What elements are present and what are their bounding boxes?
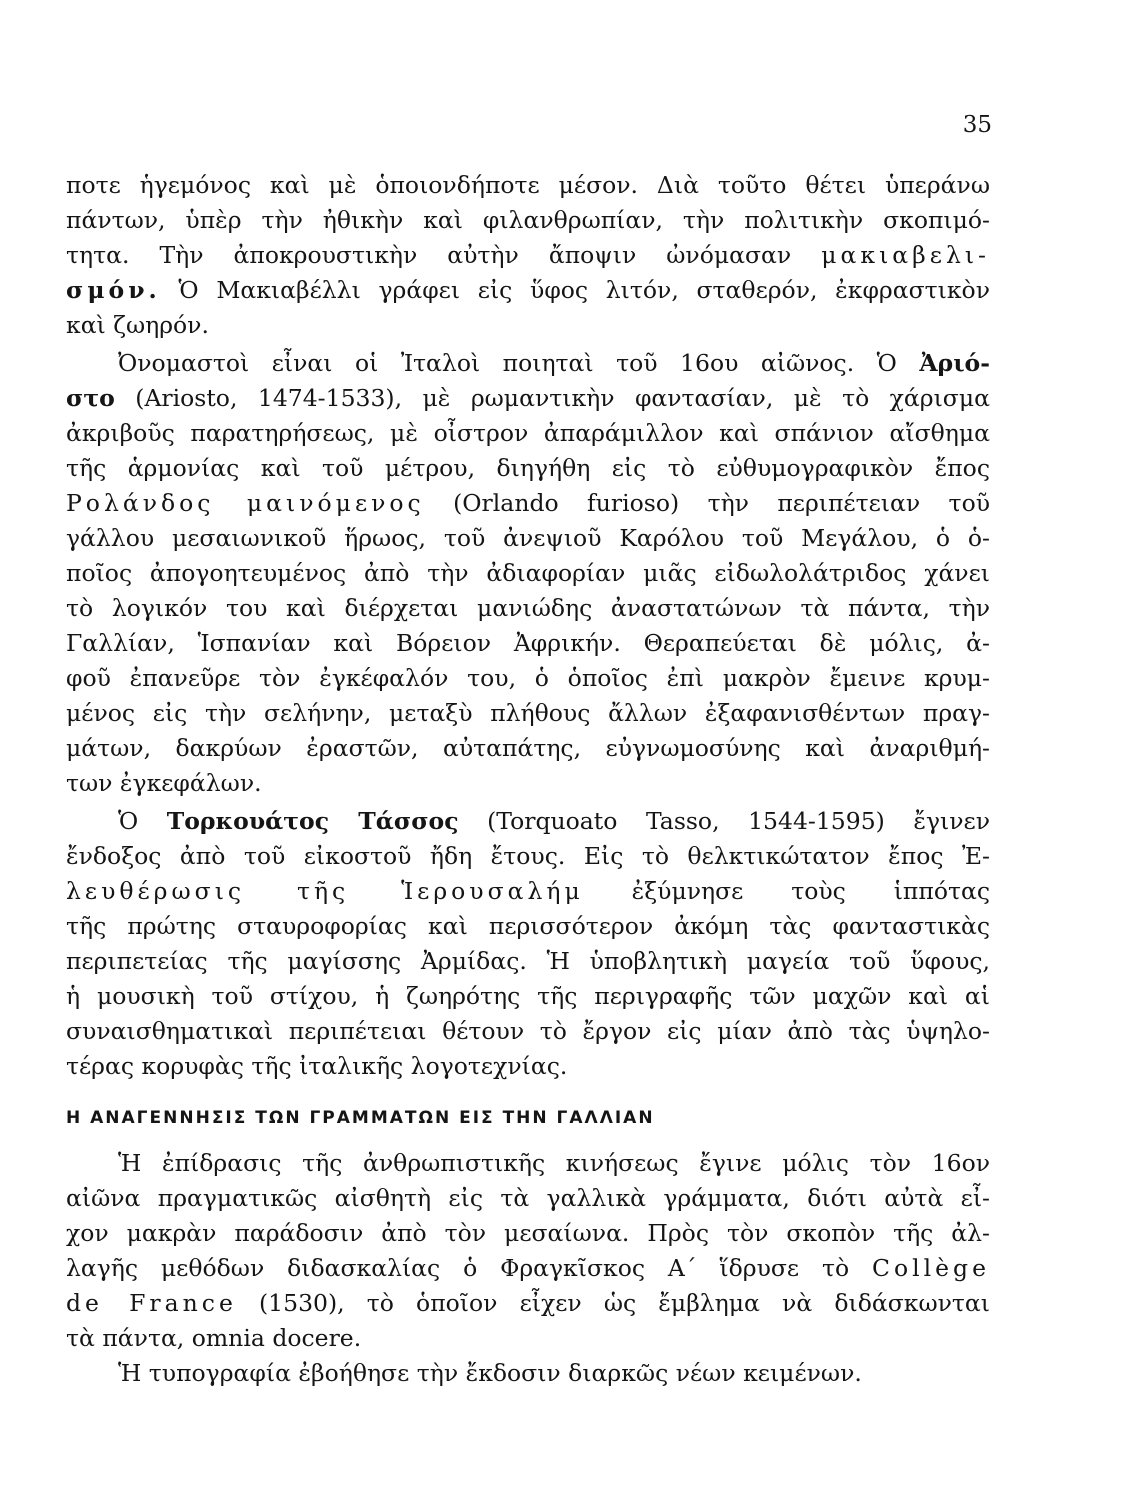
text-line: μάτων, δακρύων ἐραστῶν, αὐταπάτης, εὐγνωμοσύνης καὶ ἀναριθμή- [66,734,990,762]
text-line: μένος εἰς τὴν σελήνην, μεταξὺ πλήθους ἄλλων ἐξαφανισθέντων πραγ- [66,699,990,727]
section-heading: Η ΑΝΑΓΕΝΝΗΣΙΣ ΤΩΝ ΓΡΑΜΜΑΤΩΝ ΕΙΣ ΤΗΝ ΓΑΛΛΙΑΝ [66,1108,655,1128]
text-line: γάλλου μεσαιωνικοῦ ἥρωος, τοῦ ἀνεψιοῦ Καρόλου τοῦ Μεγάλου, ὁ ὁ- [66,524,990,552]
author-name: στο [66,384,115,412]
text-line: Ὀνομαστοὶ εἶναι οἱ Ἰταλοὶ ποιηταὶ τοῦ 16ου αἰῶνος. Ὁ Ἀριό- [118,349,990,377]
text-line: στο (Ariosto, 1474-1533), μὲ ρωμαντικὴν φαντασίαν, μὲ τὸ χάρισμα [66,384,990,412]
author-name: Τορκουάτος Τάσσος [166,807,459,835]
text-line: Ἡ ἐπίδρασις τῆς ἀνθρωπιστικῆς κινήσεως ἔγινε μόλις τὸν 16ον [118,1149,990,1177]
text-line: φοῦ ἐπανεῦρε τὸν ἐγκέφαλόν του, ὁ ὁποῖος ἐπὶ μακρὸν ἔμεινε κρυμ- [66,664,990,692]
work-title: Ρολάνδος μαινόμενος [66,489,425,517]
text-line: τὸ λογικόν του καὶ διέρχεται μανιώδης ἀναστατώνων τὰ πάντα, τὴν [66,594,990,622]
page-number: 35 [962,112,992,138]
text-line: ἔνδοξος ἀπὸ τοῦ εἰκοστοῦ ἤδη ἔτους. Εἰς τὸ θελκτικώτατον ἔπος Ἐ- [66,842,990,870]
text-line: ποῖος ἀπογοητευμένος ἀπὸ τὴν ἀδιαφορίαν μιᾶς εἰδωλολάτριδος χάνει [66,559,990,587]
text-line: λευθέρωσις τῆς Ἱερουσαλήμ ἐξύμνησε τοὺς ἱππότας [66,877,990,905]
text-line: de France (1530), τὸ ὁποῖον εἶχεν ὡς ἔμβλημα νὰ διδάσκωνται [66,1289,990,1317]
text-line: αἰῶνα πραγματικῶς αἰσθητὴ εἰς τὰ γαλλικὰ γράμματα, διότι αὐτὰ εἶ- [66,1184,990,1212]
text-line: Ὁ Τορκουάτος Τάσσος (Torquoato Tasso, 1544-1595) ἔγινεν [118,807,990,835]
text-line: χον μακρὰν παράδοσιν ἀπὸ τὸν μεσαίωνα. Πρὸς τὸν σκοπὸν τῆς ἀλ- [66,1219,990,1247]
text-line: ποτε ἡγεμόνος καὶ μὲ ὁποιονδήποτε μέσον. Διὰ τοῦτο θέτει ὑπεράνω [66,171,990,199]
institution-name: de France [66,1289,237,1317]
text-line: περιπετείας τῆς μαγίσσης Ἀρμίδας. Ἡ ὑποβλητικὴ μαγεία τοῦ ὕφους, [66,947,990,975]
text-line: Ρολάνδος μαινόμενος (Orlando furioso) τὴν περιπέτειαν τοῦ [66,489,990,517]
text-line: ἡ μουσικὴ τοῦ στίχου, ἡ ζωηρότης τῆς περιγραφῆς τῶν μαχῶν καὶ αἱ [66,982,990,1010]
text-line: σμόν. Ὁ Μακιαβέλλι γράφει εἰς ὕφος λιτόν, σταθερόν, ἐκφραστικὸν [66,276,990,304]
author-name: Ἀριό- [919,349,990,377]
text-line: πάντων, ὑπὲρ τὴν ἠθικὴν καὶ φιλανθρωπίαν, τὴν πολιτικὴν σκοπιμό- [66,206,990,234]
text-line: Ἡ τυπογραφία ἐβοήθησε τὴν ἔκδοσιν διαρκῶς νέων κειμένων. [118,1359,862,1387]
text-line: ἀκριβοῦς παρατηρήσεως, μὲ οἶστρον ἀπαράμιλλον καὶ σπάνιον αἴσθημα [66,419,990,447]
text-line: τέρας κορυφὰς τῆς ἰταλικῆς λογοτεχνίας. [66,1052,568,1080]
institution-name: Collège [871,1254,990,1282]
text-line: συναισθηματικαὶ περιπέτειαι θέτουν τὸ ἔργον εἰς μίαν ἀπὸ τὰς ὑψηλο- [66,1017,990,1045]
text-line: λαγῆς μεθόδων διδασκαλίας ὁ Φραγκῖσκος Α΄ ἵδρυσε τὸ Collège [66,1254,990,1282]
text-line: τητα. Τὴν ἀποκρουστικὴν αὐτὴν ἄποψιν ὠνόμασαν μακιαβελι- [66,241,990,269]
spaced-term: μακιαβελι- [821,241,990,269]
text-line: τῆς πρώτης σταυροφορίας καὶ περισσότερον ἀκόμη τὰς φανταστικὰς [66,912,990,940]
text-line: τῆς ἁρμονίας καὶ τοῦ μέτρου, διηγήθη εἰς τὸ εὐθυμογραφικὸν ἔπος [66,454,990,482]
text-line: καὶ ζωηρόν. [66,311,209,339]
spaced-term: σμόν. [66,276,161,304]
text-line: Γαλλίαν, Ἱσπανίαν καὶ Βόρειον Ἀφρικήν. Θεραπεύεται δὲ μόλις, ἀ- [66,629,990,657]
text-line: των ἐγκεφάλων. [66,769,262,797]
text-line: τὰ πάντα, omnia docere. [66,1324,362,1352]
work-title: λευθέρωσις τῆς Ἱερουσαλήμ [66,877,584,905]
